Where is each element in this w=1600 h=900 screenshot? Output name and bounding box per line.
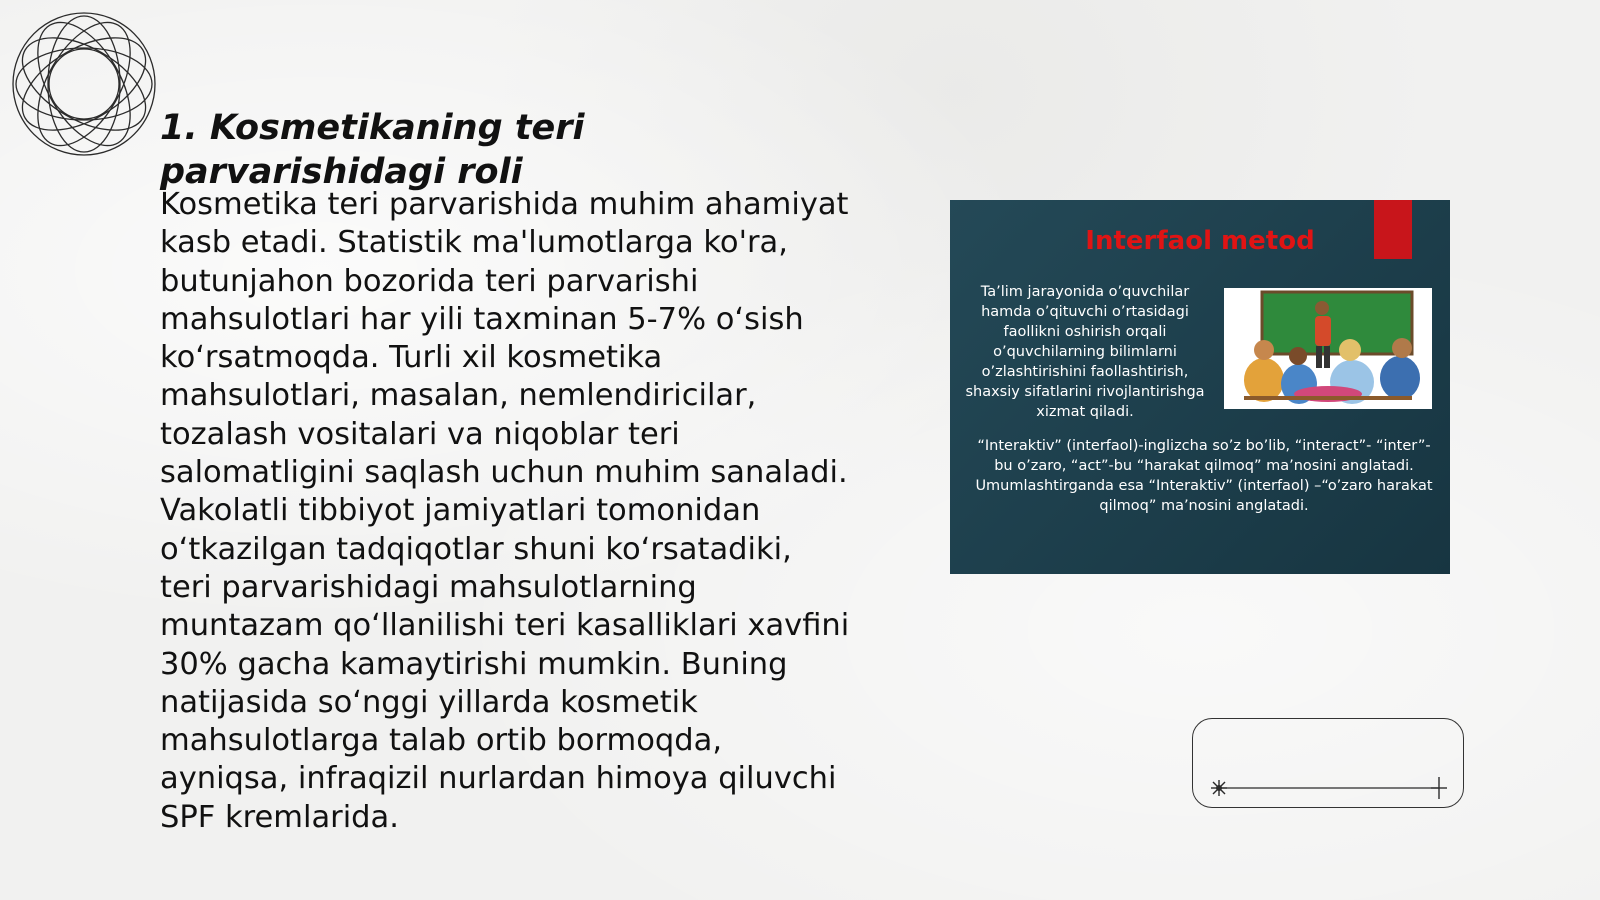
slide-body-text: Kosmetika teri parvarishida muhim ahamiyat kasb etadi. Statistik ma'lumotlarga ko'ra, butunjahon bozorida teri parvarishi mahsulotlari har yili taxminan 5-7% o‘sish ko‘rsatmoqda. Turli xil kosmetika mahsulotlari, masalan, nemlendiricilar, tozalash vositalari va niqoblar teri salomatligini saqlash uchun muhim sanaladi. Vakolatli tibbiyot jamiyatlari tomonidan o‘tkazilgan tadqiqotlar shuni ko‘rsatadiki, teri parvarishidagi mahsulotlarning muntazam qo‘llanilishi teri kasalliklari xavfini 30% gacha kamaytirishi mumkin. Buning natijasida so‘nggi yillarda kosmetik mahsulotlarga talab ortib bormoqda, ayniqsa, infraqizil nurlardan himoya qiluvchi SPF kremlarida. bbox=[160, 187, 850, 835]
embedded-slide-definition: “Interaktiv” (interfaol)-inglizcha so’z bo’lib, “interact”- “inter”-bu o’zaro, “act”-bu “harakat qilmoq” ma’nosini anglatadi. Umumlashtirganda esa “Interaktiv” (interfaol) –“o’zaro harakat qilmoq” ma’nosini anglatadi. bbox=[975, 438, 1433, 514]
embedded-slide-description: Ta’lim jarayonida o’quvchilar hamda o’qituvchi o’rtasidagi faollikni oshirish orqali o’quvchilarning bilimlarni o’zlashtirishini faollashtirish, shaxsiy sifatlarini rivojlantirishga xizmat qiladi. bbox=[965, 284, 1205, 420]
timeline-line-icon bbox=[1193, 719, 1465, 809]
classroom-clipart-icon bbox=[1224, 288, 1432, 409]
embedded-slide-image bbox=[950, 200, 1450, 574]
slide-title: 1. Kosmetikaning teri parvarishidagi roli bbox=[160, 108, 585, 192]
rosette-ornament-icon bbox=[10, 10, 158, 158]
timeline-pill-decoration bbox=[1192, 718, 1464, 808]
embedded-slide-title: Interfaol metod bbox=[1085, 226, 1315, 256]
